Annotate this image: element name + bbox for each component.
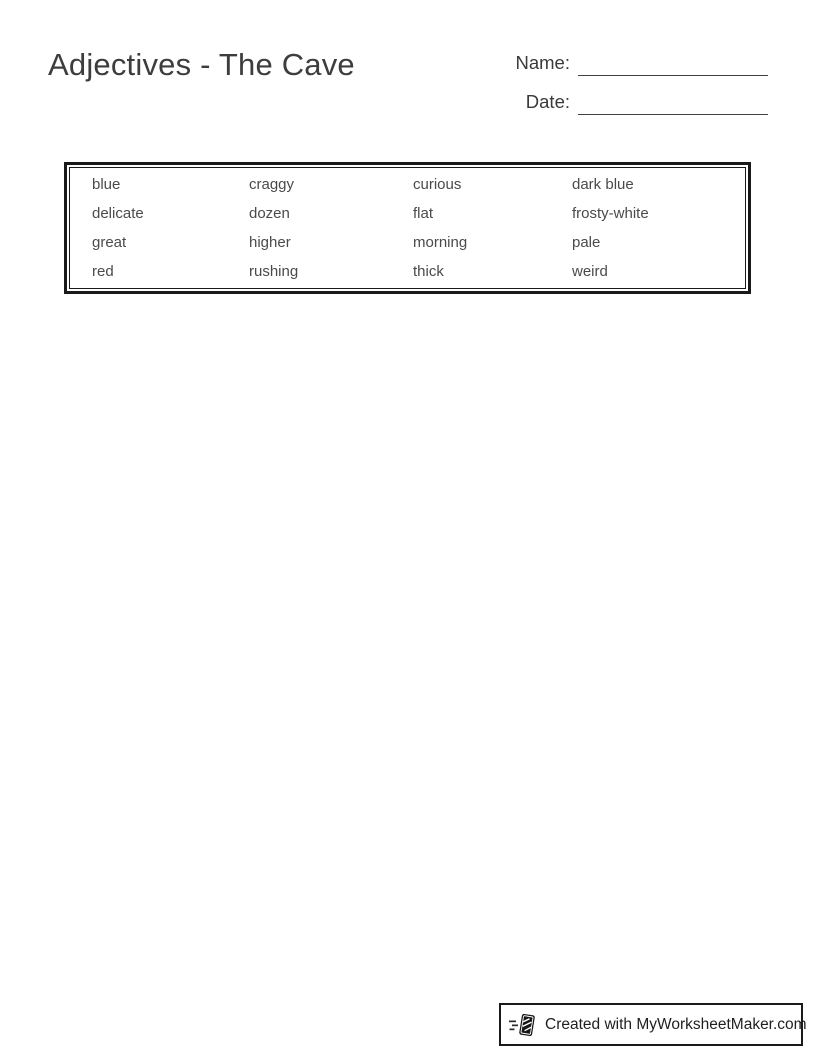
word-bank-box: [64, 162, 751, 294]
word-bank-word: delicate: [92, 205, 144, 222]
word-bank-word: rushing: [249, 263, 299, 280]
word-bank-inner-border: [69, 167, 746, 289]
word-bank-word: thick: [413, 263, 444, 280]
flying-worksheet-icon: [508, 1010, 538, 1040]
word-bank-word: higher: [249, 234, 291, 251]
credit-badge: [499, 1003, 807, 1046]
word-bank-word: blue: [92, 176, 121, 193]
word-bank-word: great: [92, 234, 127, 251]
credit-text: Created with MyWorksheetMaker.com: [545, 1015, 807, 1033]
word-bank-word: curious: [413, 176, 462, 193]
name-fill-line: [578, 62, 768, 76]
word-bank-word: dark blue: [572, 176, 634, 193]
name-label: Name:: [515, 52, 570, 73]
date-label: Date:: [525, 91, 570, 112]
word-bank-word: red: [92, 263, 114, 280]
word-bank-grid: [70, 168, 745, 288]
word-bank-word: dozen: [249, 205, 290, 222]
word-bank-word: craggy: [249, 176, 295, 193]
word-bank-word: weird: [572, 263, 608, 280]
word-bank-word: frosty-white: [572, 205, 649, 222]
word-bank-word: pale: [572, 234, 601, 251]
page-title: Adjectives - The Cave: [48, 47, 355, 82]
word-bank-word: flat: [413, 205, 434, 222]
date-fill-line: [578, 101, 768, 115]
word-bank-word: morning: [413, 234, 468, 251]
